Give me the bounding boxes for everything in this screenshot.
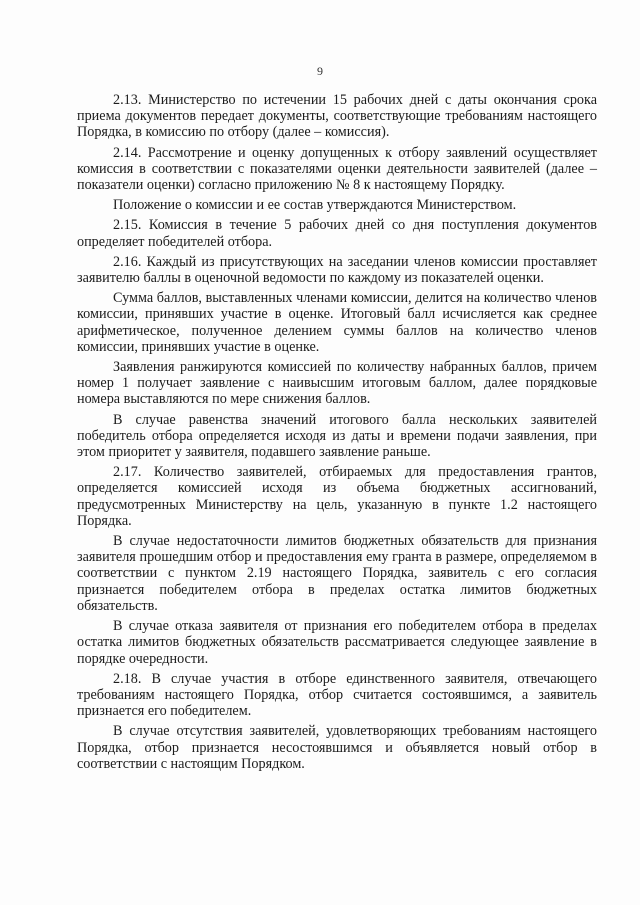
- paragraph-2-16: 2.16. Каждый из присутствующих на заседании членов комиссии проставляет заявителю баллы в оценочной ведомости по каждому из показателей оценки.: [77, 253, 597, 287]
- document-body: [77, 92, 597, 776]
- paragraph-no-applicants: В случае отсутствия заявителей, удовлетворяющих требованиям настоящего Порядка, отбор признается несостоявшимся и объявляется новый отбор в соответствии с настоящим Порядком.: [77, 723, 597, 772]
- paragraph-score-sum: Сумма баллов, выставленных членами комиссии, делится на количество членов комиссии, принявших участие в оценке. Итоговый балл исчисляется как среднее арифметическое, полученное делением суммы баллов на количество членов комиссии, принявших участие в оценке.: [77, 290, 597, 355]
- paragraph-2-17: 2.17. Количество заявителей, отбираемых для предоставления грантов, определяется комиссией исходя из объема бюджетных ассигнований, предусмотренных Министерству на цель, указанную в пункте 1.2 настоящего Порядка.: [77, 464, 597, 529]
- paragraph-2-14: 2.14. Рассмотрение и оценку допущенных к отбору заявлений осуществляет комиссия в соответствии с показателями оценки деятельности заявителей (далее – показатели оценки) согласно приложению № 8 к настоящему Порядку.: [77, 144, 597, 194]
- paragraph-2-13: 2.13. Министерство по истечении 15 рабочих дней с даты окончания срока приема документов передает документы, соответствующие требованиям настоящего Порядка, в комиссию по отбору (далее – комиссия).: [77, 92, 597, 141]
- paragraph-ranking: Заявления ранжируются комиссией по количеству набранных баллов, причем номер 1 получает заявление с наивысшим итоговым баллом, далее порядковые номера выставляются по мере снижения баллов.: [77, 359, 597, 408]
- page-number: 9: [317, 64, 323, 78]
- paragraph-insufficient-limits: В случае недостаточности лимитов бюджетных обязательств для признания заявителя прошедшим отбор и предоставления ему гранта в размере, определяемом в соответствии с пунктом 2.19 настоящего Порядка, заявитель с его согласия признается победителем отбора в пределах остатка лимитов бюджетных обязательств.: [77, 533, 597, 614]
- paragraph-refusal: В случае отказа заявителя от признания его победителем отбора в пределах остатка лимитов бюджетных обязательств рассматривается следующее заявление в порядке очередности.: [77, 618, 597, 667]
- paragraph-2-18: 2.18. В случае участия в отборе единственного заявителя, отвечающего требованиям настоящего Порядка, отбор считается состоявшимся, а заявитель признается его победителем.: [77, 670, 597, 720]
- paragraph-2-15: 2.15. Комиссия в течение 5 рабочих дней со дня поступления документов определяет победителей отбора.: [77, 217, 597, 250]
- paragraph-tie-break: В случае равенства значений итогового балла нескольких заявителей победитель отбора определяется исходя из даты и времени подачи заявления, при этом приоритет у заявителя, подавшего заявление раньше.: [77, 411, 597, 461]
- paragraph-commission-regulation: Положение о комиссии и ее состав утверждаются Министерством.: [113, 197, 517, 214]
